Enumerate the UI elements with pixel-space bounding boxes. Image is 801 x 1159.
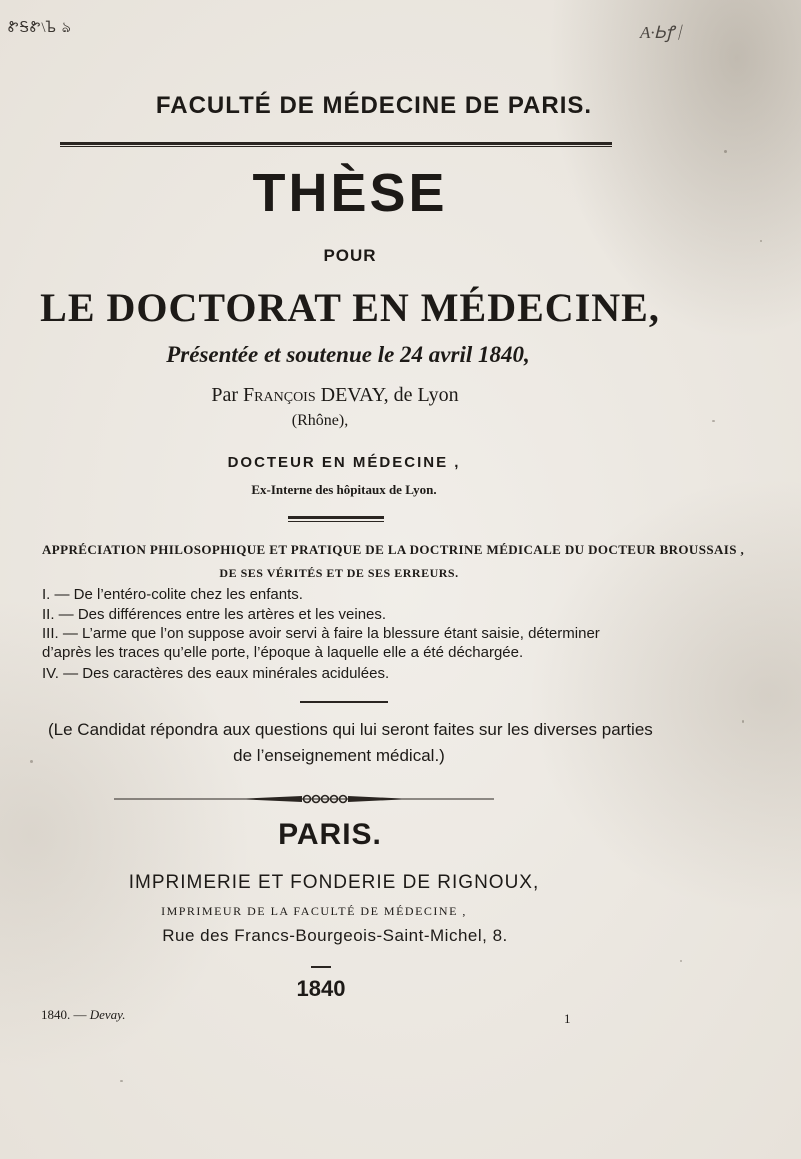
section-rule bbox=[288, 516, 384, 519]
author-line bbox=[0, 384, 670, 407]
section-rule-thin bbox=[288, 521, 384, 522]
corner-handwriting-left: ᏑᎦᏑ\ᲆ ঌ bbox=[8, 20, 72, 36]
ornamental-divider bbox=[114, 792, 494, 806]
imprint-address: Rue des Francs-Bourgeois-Saint-Michel, 8. bbox=[162, 926, 508, 945]
question-3-continued: d’après les traces qu’elle porte, l’époque à laquelle elle a été déchargée. bbox=[42, 644, 524, 661]
author-last-name: DEVAY, de Lyon bbox=[315, 384, 459, 406]
these-title: THÈSE bbox=[252, 163, 448, 223]
pour-label: POUR bbox=[323, 246, 377, 265]
signature-name: Devay. bbox=[89, 1007, 126, 1022]
heading-rule-thin bbox=[60, 146, 612, 147]
imprint-printer-title: IMPRIMEUR DE LA FACULTÉ DE MÉDECINE , bbox=[161, 904, 467, 918]
candidate-note-line-1: (Le Candidat répondra aux questions qui lui seront faites sur les diverses parties bbox=[48, 720, 653, 739]
imprint-city: PARIS. bbox=[278, 818, 382, 851]
question-3: III. — L’arme que l’on suppose avoir servi à faire la blessure étant saisie, déterminer bbox=[42, 625, 600, 642]
faculty-heading: FACULTÉ DE MÉDECINE DE PARIS. bbox=[155, 92, 593, 119]
author-first-name: François bbox=[243, 384, 316, 406]
signature-year: 1840. — bbox=[41, 1007, 90, 1022]
year-dash bbox=[311, 966, 331, 968]
subject-subheading: DE SES VÉRITÉS ET DE SES ERREURS. bbox=[219, 566, 459, 580]
degree-title: LE DOCTORAT EN MÉDECINE, bbox=[40, 285, 660, 330]
question-2: II. — Des différences entre les artères et les veines. bbox=[42, 606, 387, 623]
corner-handwriting-right: A·Ꮟꝭᛁ bbox=[640, 23, 685, 42]
presentation-date: Présentée et soutenue le 24 avril 1840, bbox=[166, 342, 530, 367]
page-number: 1 bbox=[564, 1011, 571, 1026]
author-title: DOCTEUR EN MÉDECINE , bbox=[227, 454, 461, 471]
imprint-printer: IMPRIMERIE ET FONDERIE DE RIGNOUX, bbox=[128, 872, 540, 893]
author-prefix: Par bbox=[211, 384, 244, 406]
question-1: I. — De l’entéro-colite chez les enfants. bbox=[42, 586, 303, 603]
candidate-note-line-2: de l’enseignement médical.) bbox=[233, 746, 445, 765]
question-4: IV. — Des caractères des eaux minérales acidulées. bbox=[42, 665, 390, 682]
imprint-year: 1840 bbox=[296, 976, 346, 1001]
signature-line bbox=[41, 1007, 125, 1023]
subject-heading: APPRÉCIATION PHILOSOPHIQUE ET PRATIQUE DE LA DOCTRINE MÉDICALE DU DOCTEUR BROUSSAIS , bbox=[42, 542, 745, 557]
author-region: (Rhône), bbox=[291, 412, 349, 429]
author-former-position: Ex-Interne des hôpitaux de Lyon. bbox=[251, 482, 437, 497]
heading-rule bbox=[60, 142, 612, 145]
divider-rule bbox=[300, 701, 388, 703]
